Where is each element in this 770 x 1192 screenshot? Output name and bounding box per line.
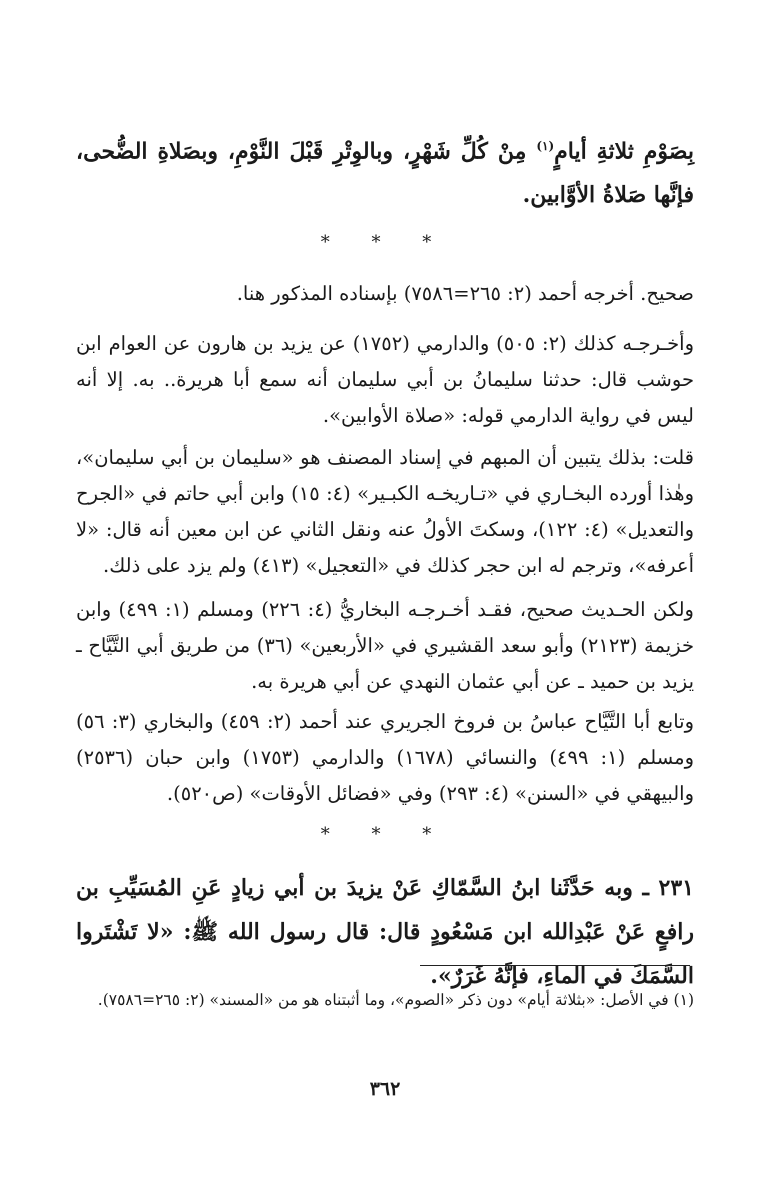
paragraph-hadith-sahih: ولكن الحـديث صحيح، فقـد أخـرجـه البخاريُّ (٤: ٢٢٦) ومسلم (١: ٤٩٩) وابن خزيمة (٢١٢٣) وأبو سعد القشيري في «الأربعين» (٣٦) من طريق أبي التَّيَّاح ـ يزيد بن حميد ـ عن أبي عثمان النهدي عن أبي هريرة به.	[76, 598, 695, 693]
footnote-ref: (١)	[536, 139, 555, 153]
hadith-231: ٢٣١ ـ وبه حَدَّثَنا ابنُ السَّمّاكِ عَنْ يزيدَ بن أبي زيادٍ عَنِ المُسَيِّبِ بن رافعٍ عَنْ عَبْدِالله ابن مَسْعُودٍ قال: قال رسول الله ﷺ: «لا تَشْتَروا السَّمَكَ في الماءِ، فإنَّهُ غَرَرٌ».	[76, 875, 694, 989]
paragraph-mutaba: وتابع أبا التَّيَّاح عباسُ بن فروخ الجريري عند أحمد (٢: ٤٥٩) والبخاري (٣: ٥٦) ومسلم (١: ٤٩٩) والنسائي (١٦٧٨) والدارمي (١٧٥٣) وابن حبان (٢٥٣٦) والبيهقي في «السنن» (٤: ٢٩٣) وفي «فضائل الأوقات» (ص٥٢٠).	[76, 710, 694, 805]
paragraph-takhrij: وأخـرجـه كذلك (٢: ٥٠٥) والدارمي (١٧٥٢) عن يزيد بن هارون عن العوام ابن حوشب قال: حدثنا سليمانُ بن أبي سليمان أنه سمع أبا هريرة.. به. إلا أنه ليس في رواية الدارمي قوله: «صلاة الأوابين».	[76, 332, 694, 427]
paragraph-grading: صحيح. أخرجه أحمد (٢: ٢٦٥=٧٥٨٦) بإسناده المذكور هنا.	[236, 282, 694, 305]
section-separator: * * *	[320, 232, 450, 253]
section-separator-2: * * *	[320, 824, 450, 845]
top-hadith-after: مِنْ كُلِّ شَهْرٍ، وبالوِتْرِ قَبْلَ النَّوْمِ، وبصَلاةِ الضُّحى، فإنَّها صَلاةُ الأوَّابين.	[76, 138, 694, 209]
top-hadith-before: بِصَوْمِ ثلاثةِ أيامٍ	[554, 138, 694, 165]
footnote-rule	[420, 965, 690, 966]
footnote: (١) في الأصل: «بثلاثة أيام» دون ذكر «الصوم»، وما أثبتناه هو من «المسند» (٢: ٢٦٥=٧٥٨٦).	[97, 991, 694, 1009]
page-number: ٣٦٢	[369, 1078, 401, 1100]
top-hadith-text	[76, 124, 694, 217]
paragraph-comment: قلت: بذلك يتبين أن المبهم في إسناد المصنف هو «سليمان بن أبي سليمان»، وهٰذا أورده البخـاري في «تـاريخـه الكبـير» (٤: ١٥) وابن أبي حاتم في «الجرح والتعديل» (٤: ١٢٢)، وسكتَ الأولُ عنه ونقل الثاني عن ابن معين أنه قال: «لا أعرفه»، وترجم له ابن حجر كذلك في «التعجيل» (٤١٣) ولم يزد على ذلك.	[76, 446, 694, 577]
